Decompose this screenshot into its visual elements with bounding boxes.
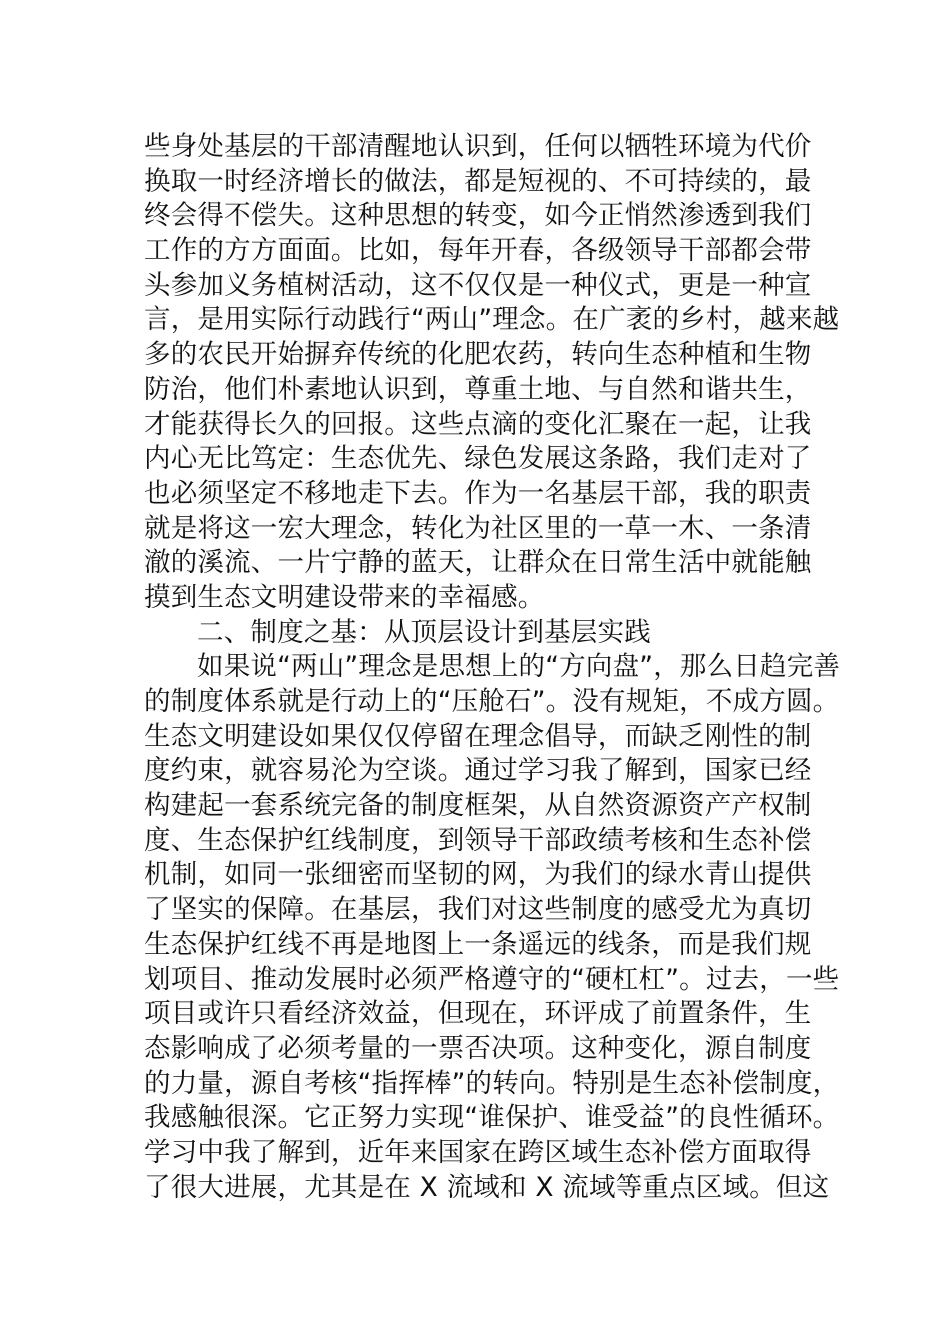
text-line: 了坚实的保障。在基层，我们对这些制度的感受尤为真切 [144, 894, 812, 926]
text-line: 内心无比笃定：生态优先、绿色发展这条路，我们走对了 [144, 443, 812, 475]
text-line: 终会得不偿失。这种思想的转变，如今正悄然渗透到我们 [144, 200, 812, 232]
section-heading: 二、制度之基：从顶层设计到基层实践 [197, 616, 651, 648]
text-line: 态影响成了必须考量的一票否决项。这种变化，源自制度 [144, 1032, 812, 1064]
text-line: 的制度体系就是行动上的“压舱石”。没有规矩，不成方圆。 [144, 686, 840, 717]
text-line: 防治，他们朴素地认识到，尊重土地、与自然和谐共生， [144, 373, 812, 405]
text-line: 划项目、推动发展时必须严格遵守的“硬杠杠”。过去，一些 [144, 963, 840, 995]
text-line: 就是将这一宏大理念，转化为社区里的一草一木、一条清 [144, 512, 812, 544]
text-line: 些身处基层的干部清醒地认识到，任何以牺牲环境为代价 [144, 131, 812, 162]
text-line: 生态文明建设如果仅仅停留在理念倡导，而缺乏刚性的制 [144, 720, 812, 752]
text-line: 头参加义务植树活动，这不仅仅是一种仪式，更是一种宣 [144, 269, 812, 301]
text-line: 才能获得长久的回报。这些点滴的变化汇聚在一起，让我 [144, 408, 812, 440]
text-line: 摸到生态文明建设带来的幸福感。 [144, 581, 545, 613]
text-line: 也必须坚定不移地走下去。作为一名基层干部，我的职责 [144, 477, 812, 509]
body-text [144, 130, 841, 1205]
text-line: 了很大进展，尤其是在 X 流域和 X 流域等重点区域。但这 [144, 1171, 830, 1203]
text-line: 澈的溪流、一片宁静的蓝天，让群众在日常生活中就能触 [144, 547, 812, 579]
text-line: 项目或许只看经济效益，但现在，环评成了前置条件，生 [144, 998, 812, 1030]
text-line: 言，是用实际行动践行“两山”理念。在广袤的乡村，越来越 [144, 304, 840, 336]
text-line: 生态保护红线不再是地图上一条遥远的线条，而是我们规 [144, 928, 812, 960]
text-line: 的力量，源自考核“指挥棒”的转向。特别是生态补偿制度， [144, 1067, 840, 1099]
text-line: 学习中我了解到，近年来国家在跨区域生态补偿方面取得 [144, 1136, 812, 1168]
text-line: 工作的方方面面。比如，每年开春，各级领导干部都会带 [144, 235, 812, 267]
text-line: 如果说“两山”理念是思想上的“方向盘”，那么日趋完善 [197, 651, 841, 683]
text-line: 换取一时经济增长的做法，都是短视的、不可持续的，最 [144, 165, 812, 197]
text-line: 度、生态保护红线制度，到领导干部政绩考核和生态补偿 [144, 824, 812, 856]
text-line: 构建起一套系统完备的制度框架，从自然资源资产产权制 [144, 790, 812, 822]
text-line: 我感触很深。它正努力实现“谁保护、谁受益”的良性循环。 [144, 1102, 840, 1134]
text-line: 多的农民开始摒弃传统的化肥农药，转向生态种植和生物 [144, 339, 812, 371]
text-line: 机制，如同一张细密而坚韧的网，为我们的绿水青山提供 [144, 859, 812, 891]
text-line: 度约束，就容易沦为空谈。通过学习我了解到，国家已经 [144, 755, 812, 787]
